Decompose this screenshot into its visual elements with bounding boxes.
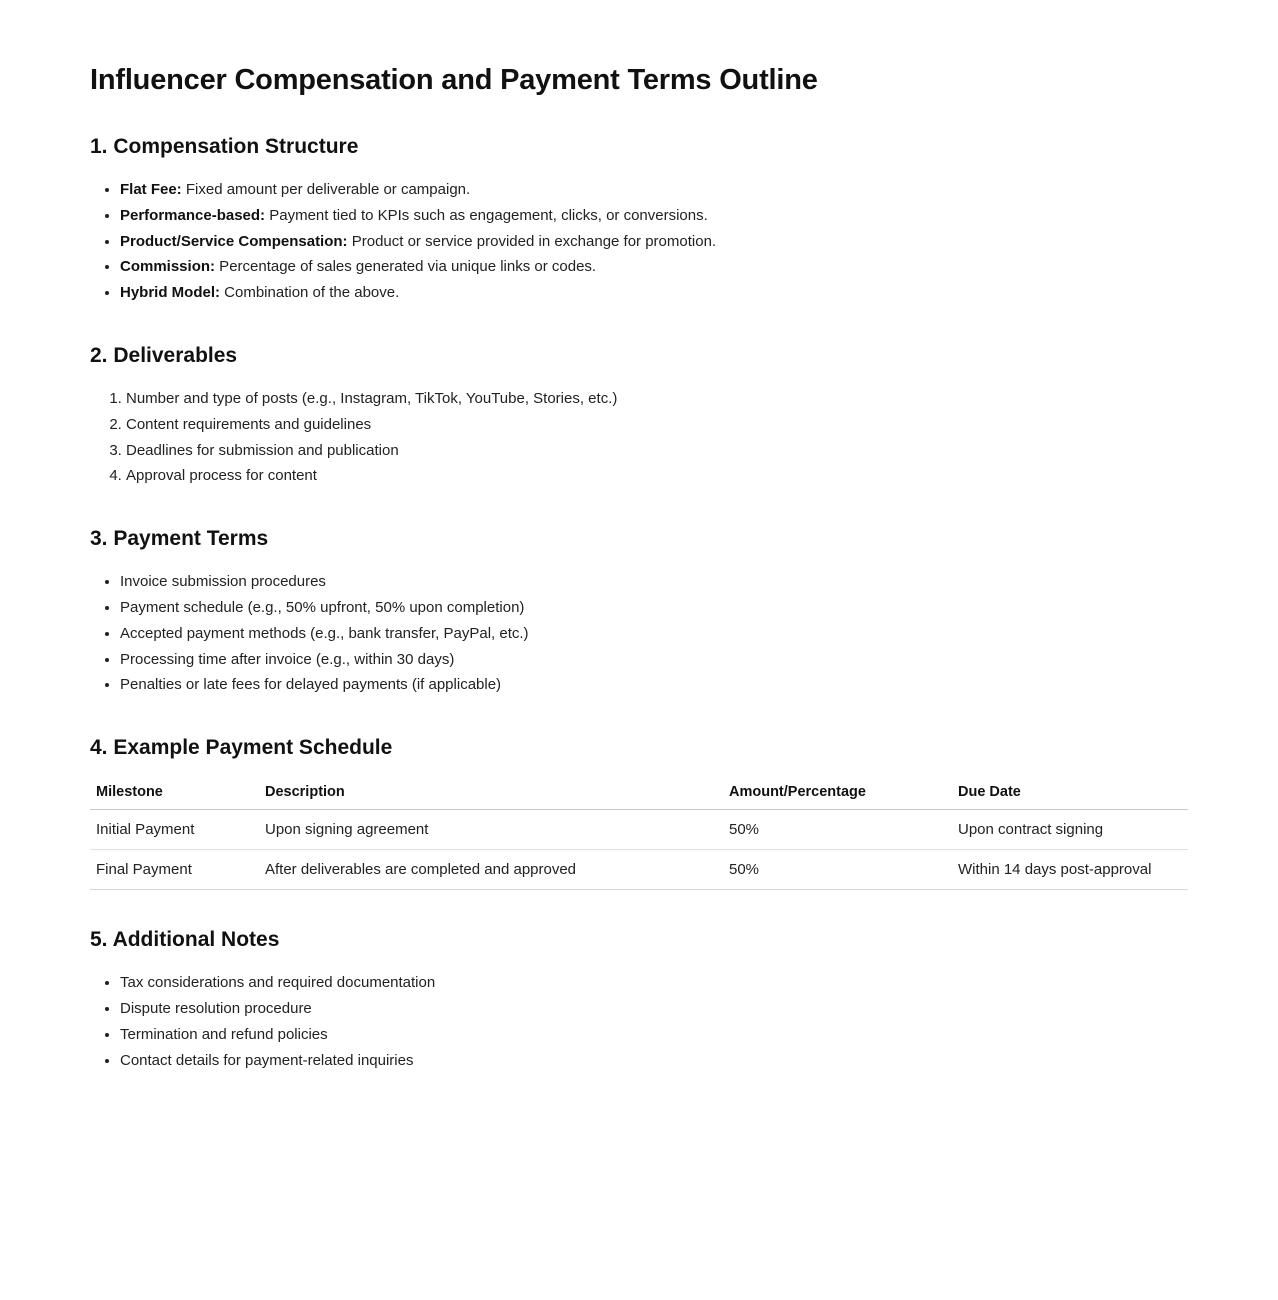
list-item: • Tax considerations and required documentation bbox=[120, 970, 1188, 996]
page-title: Influencer Compensation and Payment Terms Outline bbox=[90, 64, 818, 96]
section-example-payment-schedule bbox=[90, 736, 1188, 890]
deliverables-list bbox=[90, 386, 1188, 489]
list-item bbox=[120, 229, 1188, 255]
cell-amount: 50% bbox=[723, 850, 952, 890]
table-row bbox=[90, 810, 1188, 850]
list-item: • Payment schedule (e.g., 50% upfront, 50% upon completion) bbox=[120, 595, 1188, 621]
list-item-text: Product or service provided in exchange for promotion. bbox=[347, 232, 717, 250]
list-item-term: Hybrid Model: bbox=[120, 284, 220, 302]
list-item-text: Combination of the above. bbox=[220, 284, 400, 302]
list-item: 3. Deadlines for submission and publication bbox=[126, 438, 1188, 464]
payment-schedule-table bbox=[90, 778, 1188, 890]
list-item: 2. Content requirements and guidelines bbox=[126, 412, 1188, 438]
list-item bbox=[120, 177, 1188, 203]
payment-terms-list bbox=[90, 569, 1188, 698]
list-item bbox=[120, 254, 1188, 280]
list-item: • Accepted payment methods (e.g., bank transfer, PayPal, etc.) bbox=[120, 621, 1188, 647]
column-header-due-date: Due Date bbox=[952, 778, 1188, 810]
cell-description: Upon signing agreement bbox=[259, 810, 723, 850]
list-item: 4. Approval process for content bbox=[126, 463, 1188, 489]
section-heading: 4. Example Payment Schedule bbox=[90, 736, 393, 760]
list-item-term: Product/Service Compensation: bbox=[120, 232, 348, 250]
cell-milestone: Final Payment bbox=[90, 850, 259, 890]
list-item: • Contact details for payment-related inquiries bbox=[120, 1048, 1188, 1074]
compensation-structure-list bbox=[90, 177, 1188, 306]
section-compensation-structure bbox=[90, 135, 1188, 306]
list-item: • Dispute resolution procedure bbox=[120, 996, 1188, 1022]
table-header-row bbox=[90, 778, 1188, 810]
list-item: • Invoice submission procedures bbox=[120, 569, 1188, 595]
section-heading: 2. Deliverables bbox=[90, 343, 238, 367]
list-item-term: Flat Fee: bbox=[120, 181, 182, 198]
list-item: • Penalties or late fees for delayed payments (if applicable) bbox=[120, 672, 1188, 698]
list-item-term: Commission: bbox=[120, 258, 216, 276]
section-payment-terms bbox=[90, 527, 1188, 698]
cell-amount: 50% bbox=[723, 810, 952, 850]
section-additional-notes bbox=[90, 928, 1188, 1073]
section-heading: 5. Additional Notes bbox=[90, 928, 280, 952]
cell-description: After deliverables are completed and approved bbox=[259, 850, 723, 890]
cell-milestone: Initial Payment bbox=[90, 810, 259, 850]
section-heading: 3. Payment Terms bbox=[90, 527, 269, 551]
cell-due-date: Upon contract signing bbox=[952, 810, 1188, 850]
list-item-text: Fixed amount per deliverable or campaign. bbox=[181, 181, 471, 198]
additional-notes-list bbox=[90, 970, 1188, 1073]
column-header-description: Description bbox=[259, 778, 723, 810]
list-item bbox=[120, 280, 1188, 306]
list-item: 1. Number and type of posts (e.g., Instagram, TikTok, YouTube, Stories, etc.) bbox=[126, 386, 1188, 412]
list-item-text: Percentage of sales generated via unique links or codes. bbox=[215, 258, 597, 276]
column-header-amount: Amount/Percentage bbox=[723, 778, 952, 810]
column-header-milestone: Milestone bbox=[90, 778, 259, 810]
list-item-text: Payment tied to KPIs such as engagement, clicks, or conversions. bbox=[265, 206, 708, 224]
section-heading: 1. Compensation Structure bbox=[90, 135, 359, 158]
section-deliverables bbox=[90, 344, 1188, 489]
table-row bbox=[90, 850, 1188, 890]
cell-due-date: Within 14 days post-approval bbox=[952, 850, 1188, 890]
list-item bbox=[120, 203, 1188, 229]
list-item-term: Performance-based: bbox=[120, 206, 266, 224]
list-item: • Processing time after invoice (e.g., within 30 days) bbox=[120, 647, 1188, 673]
list-item: • Termination and refund policies bbox=[120, 1022, 1188, 1048]
